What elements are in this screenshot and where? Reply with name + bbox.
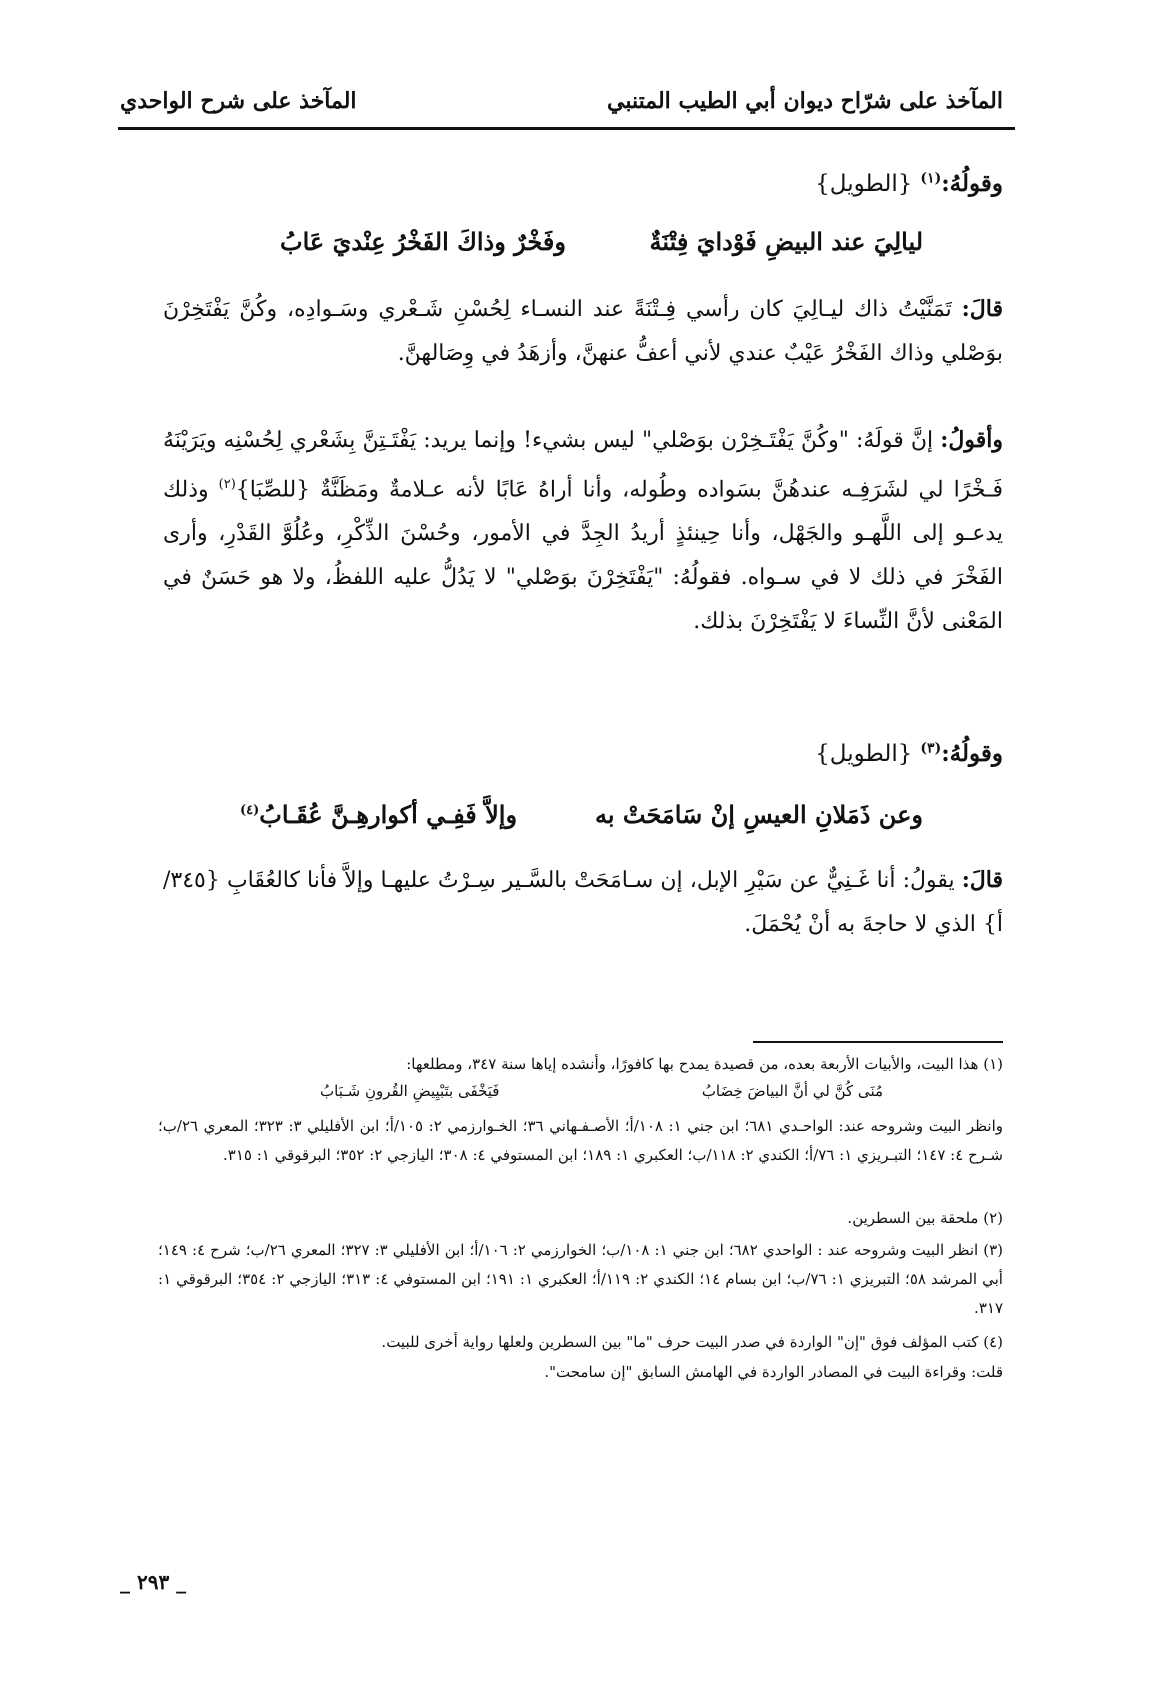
entry1-hemistich-left: وفَخْرٌ وذاكَ الفَخْرُ عِنْديَ عَابُ (280, 227, 566, 256)
entry2-meter: {الطويل} (815, 741, 913, 767)
footnote-1-verse-left: فَيَخْفَى بتَبْيِيضِ القُرونِ شَـبَابُ (320, 1082, 500, 1100)
entry2-qala (163, 858, 1003, 947)
entry2-hemistich-left-text: وإلاَّ فَفِـي أكوارهِـنَّ عُقَـابُ (259, 800, 518, 829)
entry1-intro (163, 170, 1003, 197)
footnote-1-sources: وانظر البيت وشروحه عند: الواحـدي ٦٨١؛ ابن جني ١: ١٠٨/أ؛ الأصـفـهاني ٣٦؛ الخـوارزمي ٢: ١٠٥/أ؛ ابن الأفليلي ٣: ٣٢٣؛ المعري ٢٦/ب؛ شـرح ٤: ١٤٧؛ التبـريزي ١: ٧٦/أ؛ الكندي ٢: ١١٨/ب؛ العكبري ١: ١٨٩؛ ابن المستوفي ٤: ٣٠٨؛ اليازجي ٢: ٣٥٢؛ البرقوقي ١: ٣١٥. (158, 1117, 1004, 1164)
entry2-hemistich-note: (٤) (240, 803, 260, 818)
entry2-hemistich-left (240, 800, 517, 829)
entry2-note-mark: (٣) (920, 740, 942, 757)
entry1-hemistich-right: ليالِيَ عند البيضِ فَوْدايَ فِتْنَةٌ (649, 227, 923, 256)
entry1-note-mark: (١) (920, 170, 942, 187)
entry2-hemistich-right: وعن ذَمَلانِ العيسِ إنْ سَامَحَتْ به (594, 800, 923, 829)
footnote-rule (753, 1041, 1003, 1043)
entry1-qala-lead: قالَ: (961, 296, 1003, 322)
entry1-aqul (163, 418, 1003, 644)
entry2-intro (163, 740, 1003, 767)
entry1-meter: {الطويل} (815, 171, 913, 197)
page-number: _ ٢٩٣ _ (120, 1570, 187, 1594)
entry2-qala-lead: قالَ: (961, 867, 1004, 893)
running-head-book-title: المآخذ على شرّاح ديوان أبي الطيب المتنبي (607, 88, 1003, 114)
entry2-qala-text: يقولُ: أنا غَـنِيٌّ عن سَيْرِ الإبل، إن سـامَحَتْ بالسَّـير سِـرْتُ عليهـا وإلاَّ فأنا كالعُقَابِ {٣٤٥/أ} الذي لا حاجةَ به أنْ يُحْمَلَ. (163, 868, 1003, 937)
entry1-qala-text: تَمَنَّيْتُ ذاك ليـالِيَ كان رأسي فِـتْنَةً عند النسـاء لِحُسْنِ شَـعْري وسَـوادِه، وكُنَّ يَفْتَخِرْنَ بوَصْلي وذاك الفَخْرُ عَيْبٌ عندي لأني أعفُّ عنهنَّ، وأزهَدُ في وِصَالهنَّ. (163, 297, 1003, 366)
footnote-3: (٣) انظر البيت وشروحه عند : الواحدي ٦٨٢؛ ابن جني ١: ١٠٨/ب؛ الخوارزمي ٢: ١٠٦/أ؛ ابن الأفليلي ٣: ٣٢٧؛ المعري ٢٦/ب؛ شرح ٤: ١٤٩؛ أبي المرشد ٥٨؛ التبريزي ١: ٧٦/ب؛ ابن بسام ١٤؛ الكندي ٢: ١١٩/أ؛ العكبري ١: ١٩١؛ ابن المستوفي ٤: ٣١٣؛ اليازجي ٢: ٣٥٤؛ البرقوقي ١: ٣١٧. (158, 1241, 1003, 1317)
running-head-section-title: المآخذ على شرح الواحدي (120, 88, 357, 114)
entry1-aqul-text: إنَّ قولَهُ: "وكُنَّ يَفْتَـخِرْن بوَصْلي" ليس بشيء! وإنما يريد: يَفْتَـتِنَّ بِشَعْري لِحُسْنِه ويَرَيْنَهُ فَـخْرًا لي لشَرَفِـه عندهُنَّ بسَواده وطُوله، وأنا أراهُ عَابًا لأنه عـلامةٌ ومَظَنَّةٌ {للصِّبَا} (163, 428, 1003, 503)
entry1-aqul-lead: وأقولُ: (940, 427, 1003, 453)
footnote-1: (١) هذا البيت، والأبيات الأربعة بعده، من قصيدة يمدح بها كافورًا، وأنشده إياها سنة ٣٤٧، ومطلعها: (406, 1055, 1003, 1073)
footnote-4-continued: قلت: وقراءة البيت في المصادر الواردة في الهامش السابق "إن سامحت". (544, 1363, 1003, 1381)
entry1-aqul-text2: وذلك يدعـو إلى اللَّهـو والجَهْل، وأنا حِينئذٍ أريدُ الجِدَّ في الأمور، وحُسْنَ الذِّكْرِ، وعُلُوَّ القَدْرِ، وأرى الفَخْرَ في ذلك لا في سـواه. فقولُهُ: "يَفْتَخِرْنَ بوَصْلي" لا يَدُلُّ عليه اللفظُ، ولا هو حَسَنٌ في المَعْنى لأنَّ النِّساءَ لا يَفْتَخِرْنَ بذلك. (163, 477, 1003, 635)
entry2-intro-label: وقولُهُ: (941, 740, 1003, 767)
entry1-intro-label: وقولُهُ: (941, 170, 1003, 197)
entry1-aqul-note: (٢) (218, 477, 236, 492)
entry1-qala (163, 287, 1003, 376)
footnote-4: (٤) كتب المؤلف فوق "إن" الواردة في صدر البيت حرف "ما" بين السطرين ولعلها رواية أخرى للبيت. (381, 1333, 1003, 1351)
footnote-2: (٢) ملحقة بين السطرين. (847, 1209, 1003, 1227)
footnote-1-verse-right: مُنَى كُنَّ لي أنَّ البياضَ خِضَابُ (701, 1082, 883, 1100)
header-rule (118, 127, 1015, 130)
